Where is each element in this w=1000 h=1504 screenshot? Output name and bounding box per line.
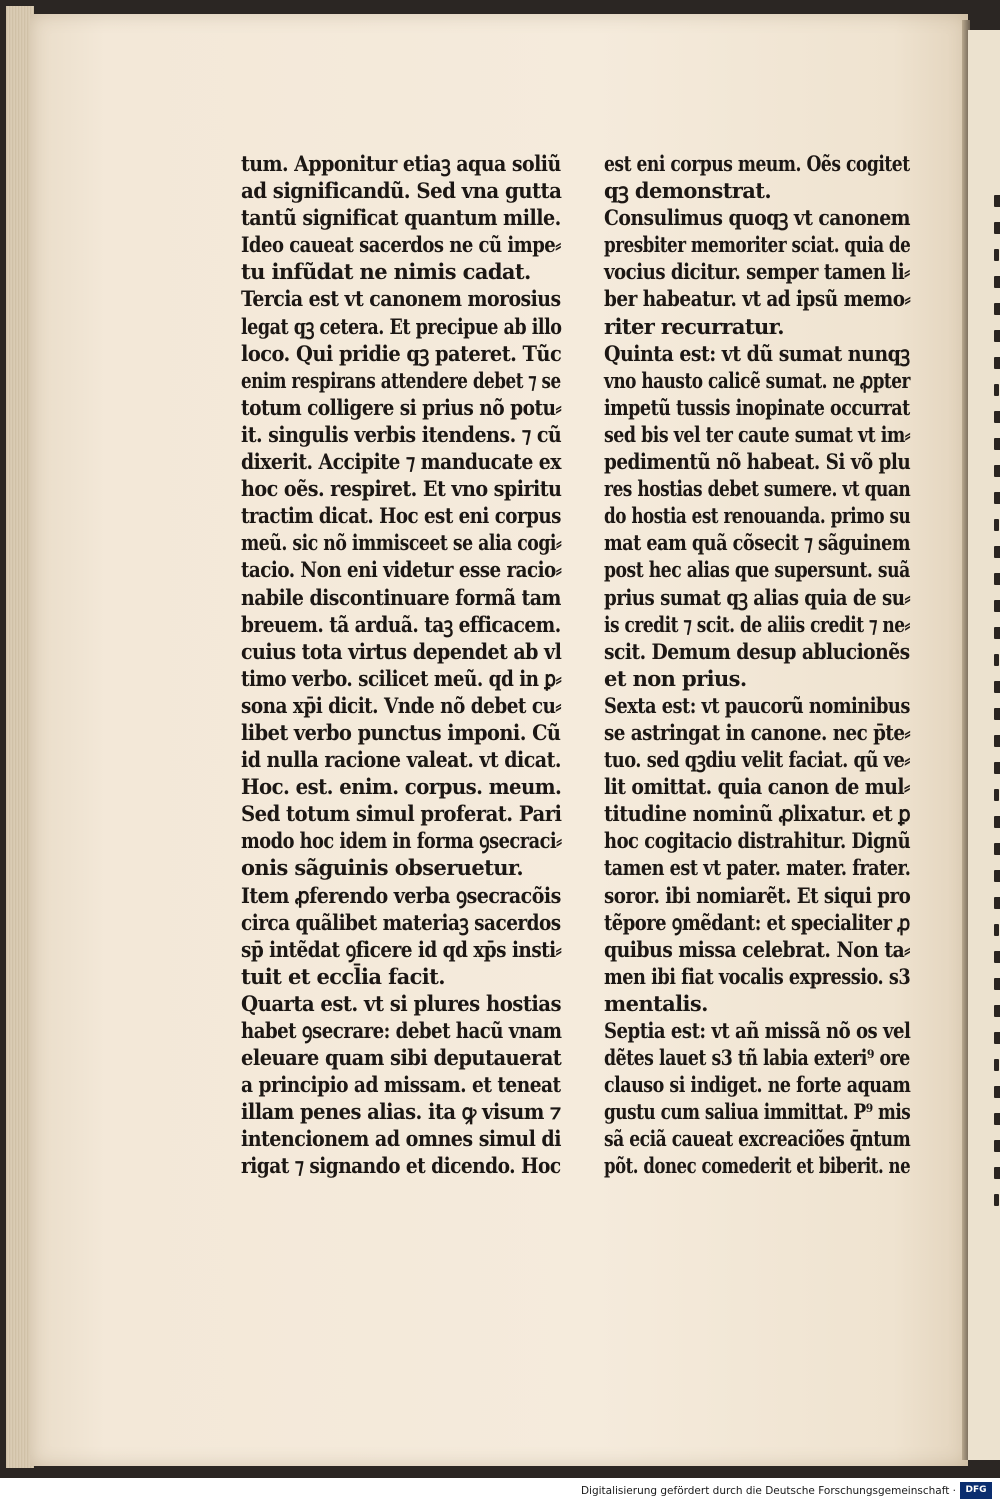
left-column-line: circa quãlibet materiaꝫ sacerdos	[241, 909, 561, 935]
right-column-line: clauso si indiget. ne forte aquam	[604, 1072, 911, 1098]
facing-page-glyph	[994, 1167, 1000, 1179]
right-column-line: sed bis vel ter caute sumat vt im⸗	[604, 421, 911, 447]
facing-page-glyph	[994, 681, 1000, 693]
right-column-line: hoc cogitacio distrahitur. Dignũ	[604, 828, 911, 854]
left-column-line: rigat ⁊ signando et dicendo. Hoc	[241, 1153, 561, 1179]
right-column-line: mentalis.	[604, 990, 708, 1016]
facing-page-glyph	[994, 708, 1000, 720]
right-column-line: pedimentũ nõ habeat. Si võ plu	[604, 449, 911, 475]
left-column-line: dixerit. Accipite ⁊ manducate ex	[241, 449, 561, 475]
left-column-line: timo verbo. scilicet meũ. qd in ꝑ⸗	[241, 665, 562, 691]
left-column-line: modo hoc idem in forma ꝯsecraci⸗	[241, 828, 562, 854]
right-column-line: post hec alias que supersunt. suã	[604, 557, 910, 583]
right-column-line: ber habeatur. vt ad ipsũ memo⸗	[604, 286, 911, 312]
right-column-line: lit omittat. quia canon de mul⸗	[604, 774, 910, 800]
facing-page-glyph	[994, 735, 1000, 747]
facing-page-glyph	[994, 1005, 1000, 1017]
right-column-line: presbiter memoriter sciat. quia de	[604, 232, 911, 258]
right-column-line: dẽtes lauet s3 tñ labia exteri⁹ ore	[604, 1045, 910, 1071]
left-column-line: libet verbo punctus imponi. Cũ	[241, 719, 561, 745]
left-column-line: tuit et eccl̄ia facit.	[241, 963, 445, 989]
right-column-line: gustu cum saliua immittat. P⁹ mis	[604, 1099, 911, 1125]
facing-page-glyph	[994, 222, 1000, 234]
funding-credit: Digitalisierung gefördert durch die Deutsche Forschungsgemeinschaft ·	[580, 1485, 956, 1497]
left-column-line: habet ꝯsecrare: debet hacũ vnam	[241, 1018, 562, 1043]
right-text-column	[604, 150, 910, 1180]
left-column-line: ad significandũ. Sed vna gutta	[241, 178, 562, 204]
facing-page-glyph	[994, 384, 999, 396]
right-column-line: titudine nominũ ꝓlixatur. et ꝑ	[604, 801, 911, 827]
right-column-line: Consulimus quoqꝫ vt canonem	[604, 205, 910, 231]
facing-page-glyph	[994, 627, 1000, 639]
left-column-line: eleuare quam sibi deputauerat	[241, 1045, 562, 1071]
facing-page-glyph	[994, 276, 1000, 288]
right-column-line: tẽpore ꝯmẽdant: et specialiter ꝓ	[604, 909, 910, 935]
right-column-line: quibus missa celebrat. Non ta⸗	[604, 936, 910, 962]
right-column-line: Sexta est: vt paucorũ nominibus	[604, 692, 910, 718]
facing-page-glyph	[994, 546, 1000, 558]
left-column-line: tractim dicat. Hoc est eni corpus	[241, 503, 561, 529]
left-column-line: Hoc. est. enim. corpus. meum.	[241, 774, 562, 800]
facing-page-glyph	[994, 870, 1000, 882]
left-column-line: sona xp̄i dicit. Vnde nõ debet cu⸗	[241, 692, 562, 718]
facing-page-glyph	[994, 762, 1000, 774]
left-column-line: illam penes alias. ita ꝙ visum ⁊	[241, 1099, 561, 1125]
facing-page-glyph	[994, 573, 1000, 585]
left-column-line: tantũ significat quantum mille.	[241, 205, 561, 231]
right-column-line: is credit ⁊ scit. de aliis credit ⁊ ne⸗	[604, 611, 910, 637]
facing-page-glyph	[994, 249, 999, 261]
left-column-line: hoc oẽs. respiret. Et vno spiritu	[241, 476, 562, 502]
facing-page-glyph	[994, 1059, 999, 1071]
left-column-line: meũ. sic nõ immisceet se alia cogi⸗	[241, 530, 562, 556]
facing-page-glyph	[994, 330, 1000, 342]
facing-page-glyph	[994, 951, 1000, 963]
facing-page-glyph	[994, 411, 1000, 423]
facing-page-glyph	[994, 465, 1000, 477]
right-column-line: riter recurratur.	[604, 313, 784, 339]
left-column-line: it. singulis verbis itendens. ⁊ cũ	[241, 421, 562, 447]
left-column-line: Tercia est vt canonem morosius	[241, 286, 561, 312]
right-column-line: vno hausto calicẽ sumat. ne ꝓpter	[604, 367, 910, 393]
right-column-line: men ibi fiat vocalis expressio. s3	[604, 963, 911, 989]
right-column-line: prius sumat qꝫ alias quia de su⸗	[604, 584, 911, 610]
left-column-line: enim respirans attendere debet ⁊ se	[241, 367, 561, 393]
facing-page-edge	[968, 30, 1000, 1460]
left-column-line: tum. Apponitur etiaꝫ aqua soliũ	[241, 151, 561, 176]
facing-page-glyph	[994, 357, 1000, 369]
left-column-line: legat qꝫ cetera. Et precipue ab illo	[241, 313, 562, 339]
facing-page-glyph	[994, 654, 999, 666]
facing-page-glyph	[994, 978, 1000, 990]
footer-bar	[0, 1478, 1000, 1504]
facing-page-glyph	[994, 600, 1000, 612]
facing-page-glyph	[994, 438, 1000, 450]
facing-page-glyph	[994, 1140, 1000, 1152]
right-column-line: et non prius.	[604, 665, 747, 691]
right-column-line: Septia est: vt añ missã nõ os vel	[604, 1018, 911, 1043]
left-column-line: tacio. Non eni videtur esse racio⸗	[241, 557, 562, 583]
right-column-line: põt. donec comederit et biberit. ne	[604, 1153, 911, 1179]
right-column-line: mat eam quã cõsecit ⁊ sãguinem	[604, 530, 911, 556]
facing-page-glyph	[994, 1086, 1000, 1098]
facing-page-glyph	[994, 1194, 999, 1206]
left-column-line: loco. Qui pridie qꝫ pateret. Tũc	[241, 340, 562, 366]
facing-page-glyph	[994, 789, 999, 801]
right-column-line: res hostias debet sumere. vt quan	[604, 476, 911, 502]
left-column-line: Ideo caueat sacerdos ne cũ impe⸗	[241, 232, 561, 258]
dfg-logo: DFG	[960, 1482, 992, 1499]
left-column-line: cuius tota virtus dependet ab vl	[241, 638, 562, 664]
left-text-column	[241, 150, 561, 1180]
left-column-line: Item ꝓferendo verba ꝯsecracõis	[241, 882, 561, 908]
right-column-line: se astringat in canone. nec p̄te⸗	[604, 719, 911, 745]
facing-page-glyph	[994, 897, 1000, 909]
right-column-line: Quinta est: vt dũ sumat nunqꝫ	[604, 340, 910, 366]
right-column-line: do hostia est renouanda. primo su	[604, 503, 911, 529]
right-column-line: tuo. sed qꝫdiu velit faciat. qũ ve⸗	[604, 747, 910, 773]
right-column-line: est eni corpus meum. Oẽs cogitet	[604, 151, 910, 176]
facing-page-glyph	[994, 843, 1000, 855]
left-column-line: a principio ad missam. et teneat	[241, 1072, 561, 1098]
left-column-line: id nulla racione valeat. vt dicat.	[241, 747, 561, 773]
left-column-line: onis sãguinis obseruetur.	[241, 855, 524, 881]
left-column-line: tu infũdat ne nimis cadat.	[241, 259, 531, 285]
facing-page-glyph	[994, 303, 1000, 315]
facing-page-glyph	[994, 195, 1000, 207]
left-column-line: nabile discontinuare formã tam	[241, 584, 561, 610]
right-column-line: vocius dicitur. semper tamen li⸗	[604, 259, 910, 285]
facing-page-glyph	[994, 1113, 1000, 1125]
right-column-line: qꝫ demonstrat.	[604, 178, 772, 204]
right-column-line: sã eciã caueat excreaciões q̄ntum	[604, 1126, 911, 1152]
right-column-line: impetũ tussis inopinate occurrat	[604, 394, 910, 420]
right-column-line: soror. ibi nomiarẽt. Et siqui pro	[604, 882, 911, 908]
left-column-line: Quarta est. vt si plures hostias	[241, 990, 562, 1016]
facing-page-glyph	[994, 519, 999, 531]
left-column-line: Sed totum simul proferat. Pari	[241, 801, 562, 827]
left-column-line: breuem. tã arduã. taꝫ efficacem.	[241, 611, 561, 637]
facing-page-glyph	[994, 1032, 1000, 1044]
left-column-line: totum colligere si prius nõ potu⸗	[241, 394, 562, 420]
right-column-line: scit. Demum desup ablucionẽs	[604, 638, 910, 664]
facing-page-glyph	[994, 492, 1000, 504]
right-column-line: tamen est vt pater. mater. frater.	[604, 855, 911, 881]
left-column-line: intencionem ad omnes simul di	[241, 1126, 561, 1152]
left-column-line: sp̄ intẽdat ꝯficere id qd xp̄s insti⸗	[241, 936, 562, 962]
facing-page-glyph	[994, 924, 999, 936]
facing-page-glyph	[994, 816, 1000, 828]
